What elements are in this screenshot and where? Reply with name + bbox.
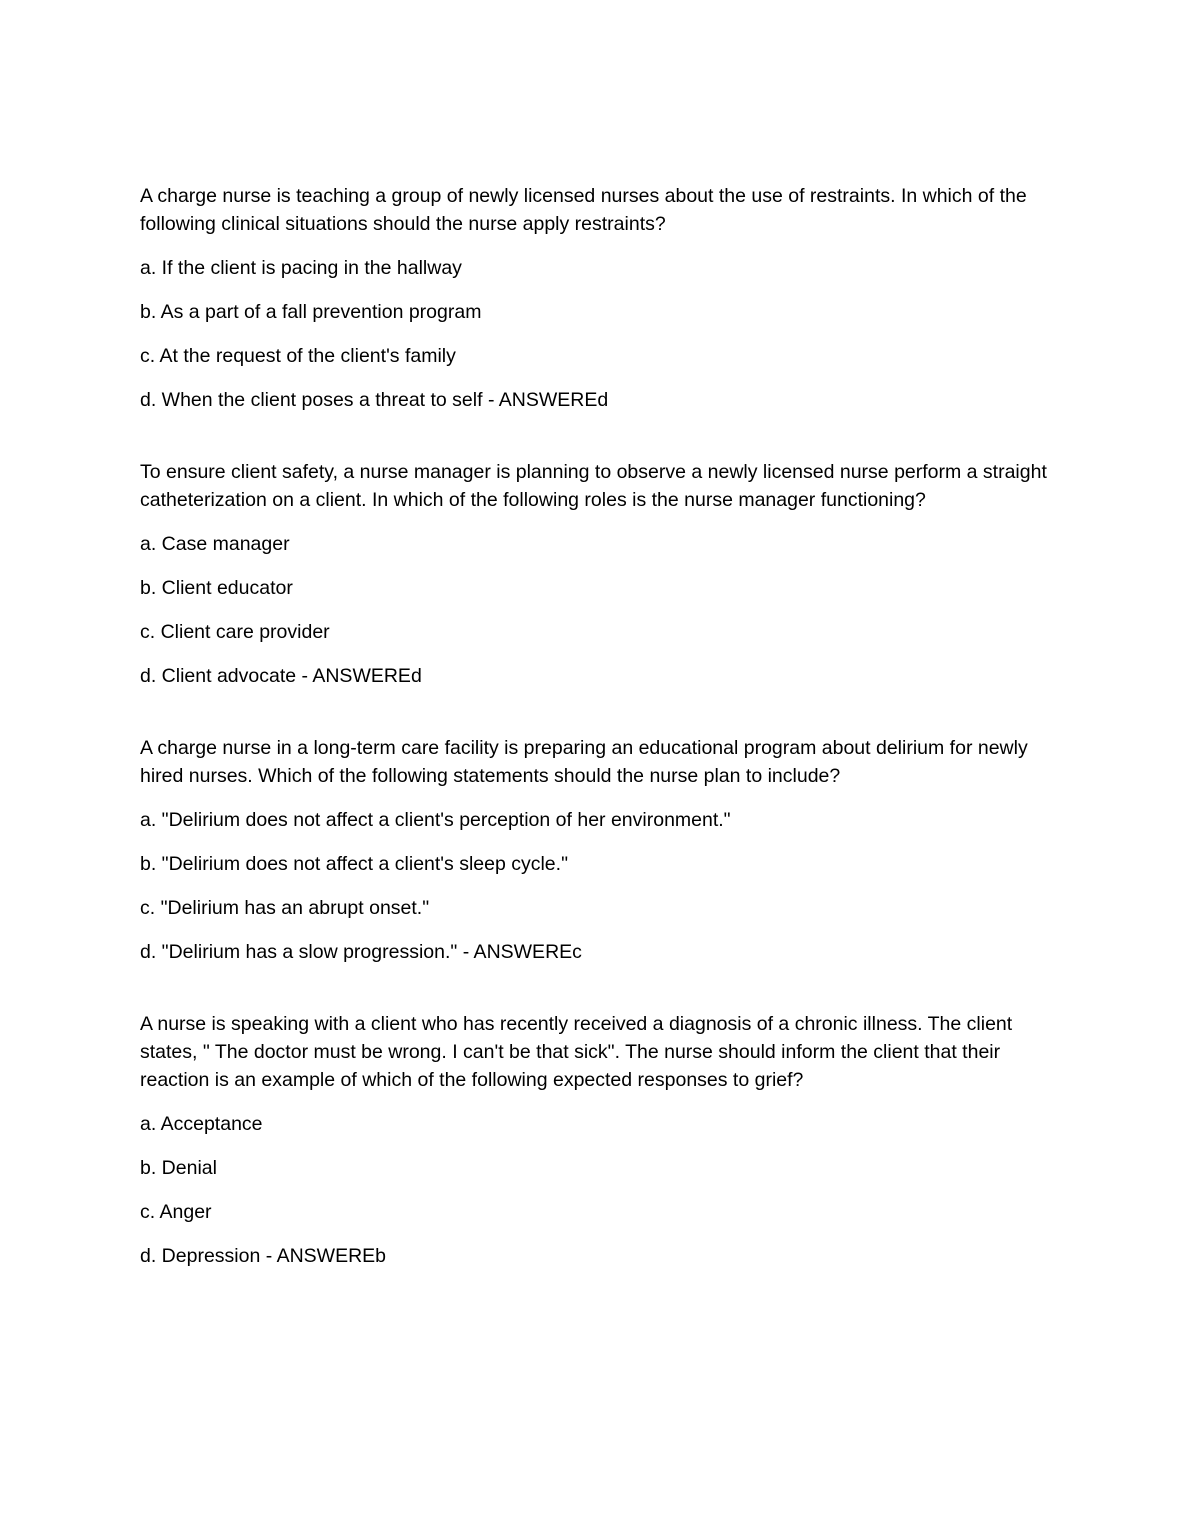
answer-option-a: a. If the client is pacing in the hallway (140, 257, 462, 279)
answer-option-a: a. Acceptance (140, 1113, 263, 1135)
answer-option-b: b. "Delirium does not affect a client's sleep cycle." (140, 853, 568, 875)
answer-option-c: c. "Delirium has an abrupt onset." (140, 897, 430, 919)
answer-option-a: a. "Delirium does not affect a client's perception of her environment." (140, 809, 731, 831)
answer-option-d: d. Depression - ANSWEREb (140, 1245, 387, 1267)
question-block-2 (140, 458, 1055, 690)
question-block-1 (140, 182, 1055, 414)
answer-option-d: d. When the client poses a threat to self - ANSWEREd (140, 389, 609, 411)
question-block-4 (140, 1010, 1055, 1270)
answer-option-d: d. Client advocate - ANSWEREd (140, 665, 422, 687)
answer-option-c: c. At the request of the client's family (140, 345, 456, 367)
question-text: A nurse is speaking with a client who has recently received a diagnosis of a chronic illness. The client states, " The doctor must be wrong. I can't be that sick". The nurse should inform the client that their reaction is an example of which of the following expected responses to grief? (140, 1013, 1013, 1091)
document-content (140, 182, 1055, 1314)
answer-option-c: c. Client care provider (140, 621, 330, 643)
answer-option-d: d. "Delirium has a slow progression." - ANSWEREc (140, 941, 582, 963)
question-text: To ensure client safety, a nurse manager is planning to observe a newly licensed nurse perform a straight catheterization on a client. In which of the following roles is the nurse manager functioning? (140, 461, 1047, 511)
question-text: A charge nurse in a long-term care facility is preparing an educational program about delirium for newly hired nurses. Which of the following statements should the nurse plan to include? (140, 737, 1028, 787)
question-text: A charge nurse is teaching a group of newly licensed nurses about the use of restraints. In which of the following clinical situations should the nurse apply restraints? (140, 185, 1027, 235)
question-block-3 (140, 734, 1055, 966)
answer-option-a: a. Case manager (140, 533, 290, 555)
answer-option-c: c. Anger (140, 1201, 212, 1223)
answer-option-b: b. As a part of a fall prevention program (140, 301, 482, 323)
answer-option-b: b. Denial (140, 1157, 217, 1179)
answer-option-b: b. Client educator (140, 577, 293, 599)
